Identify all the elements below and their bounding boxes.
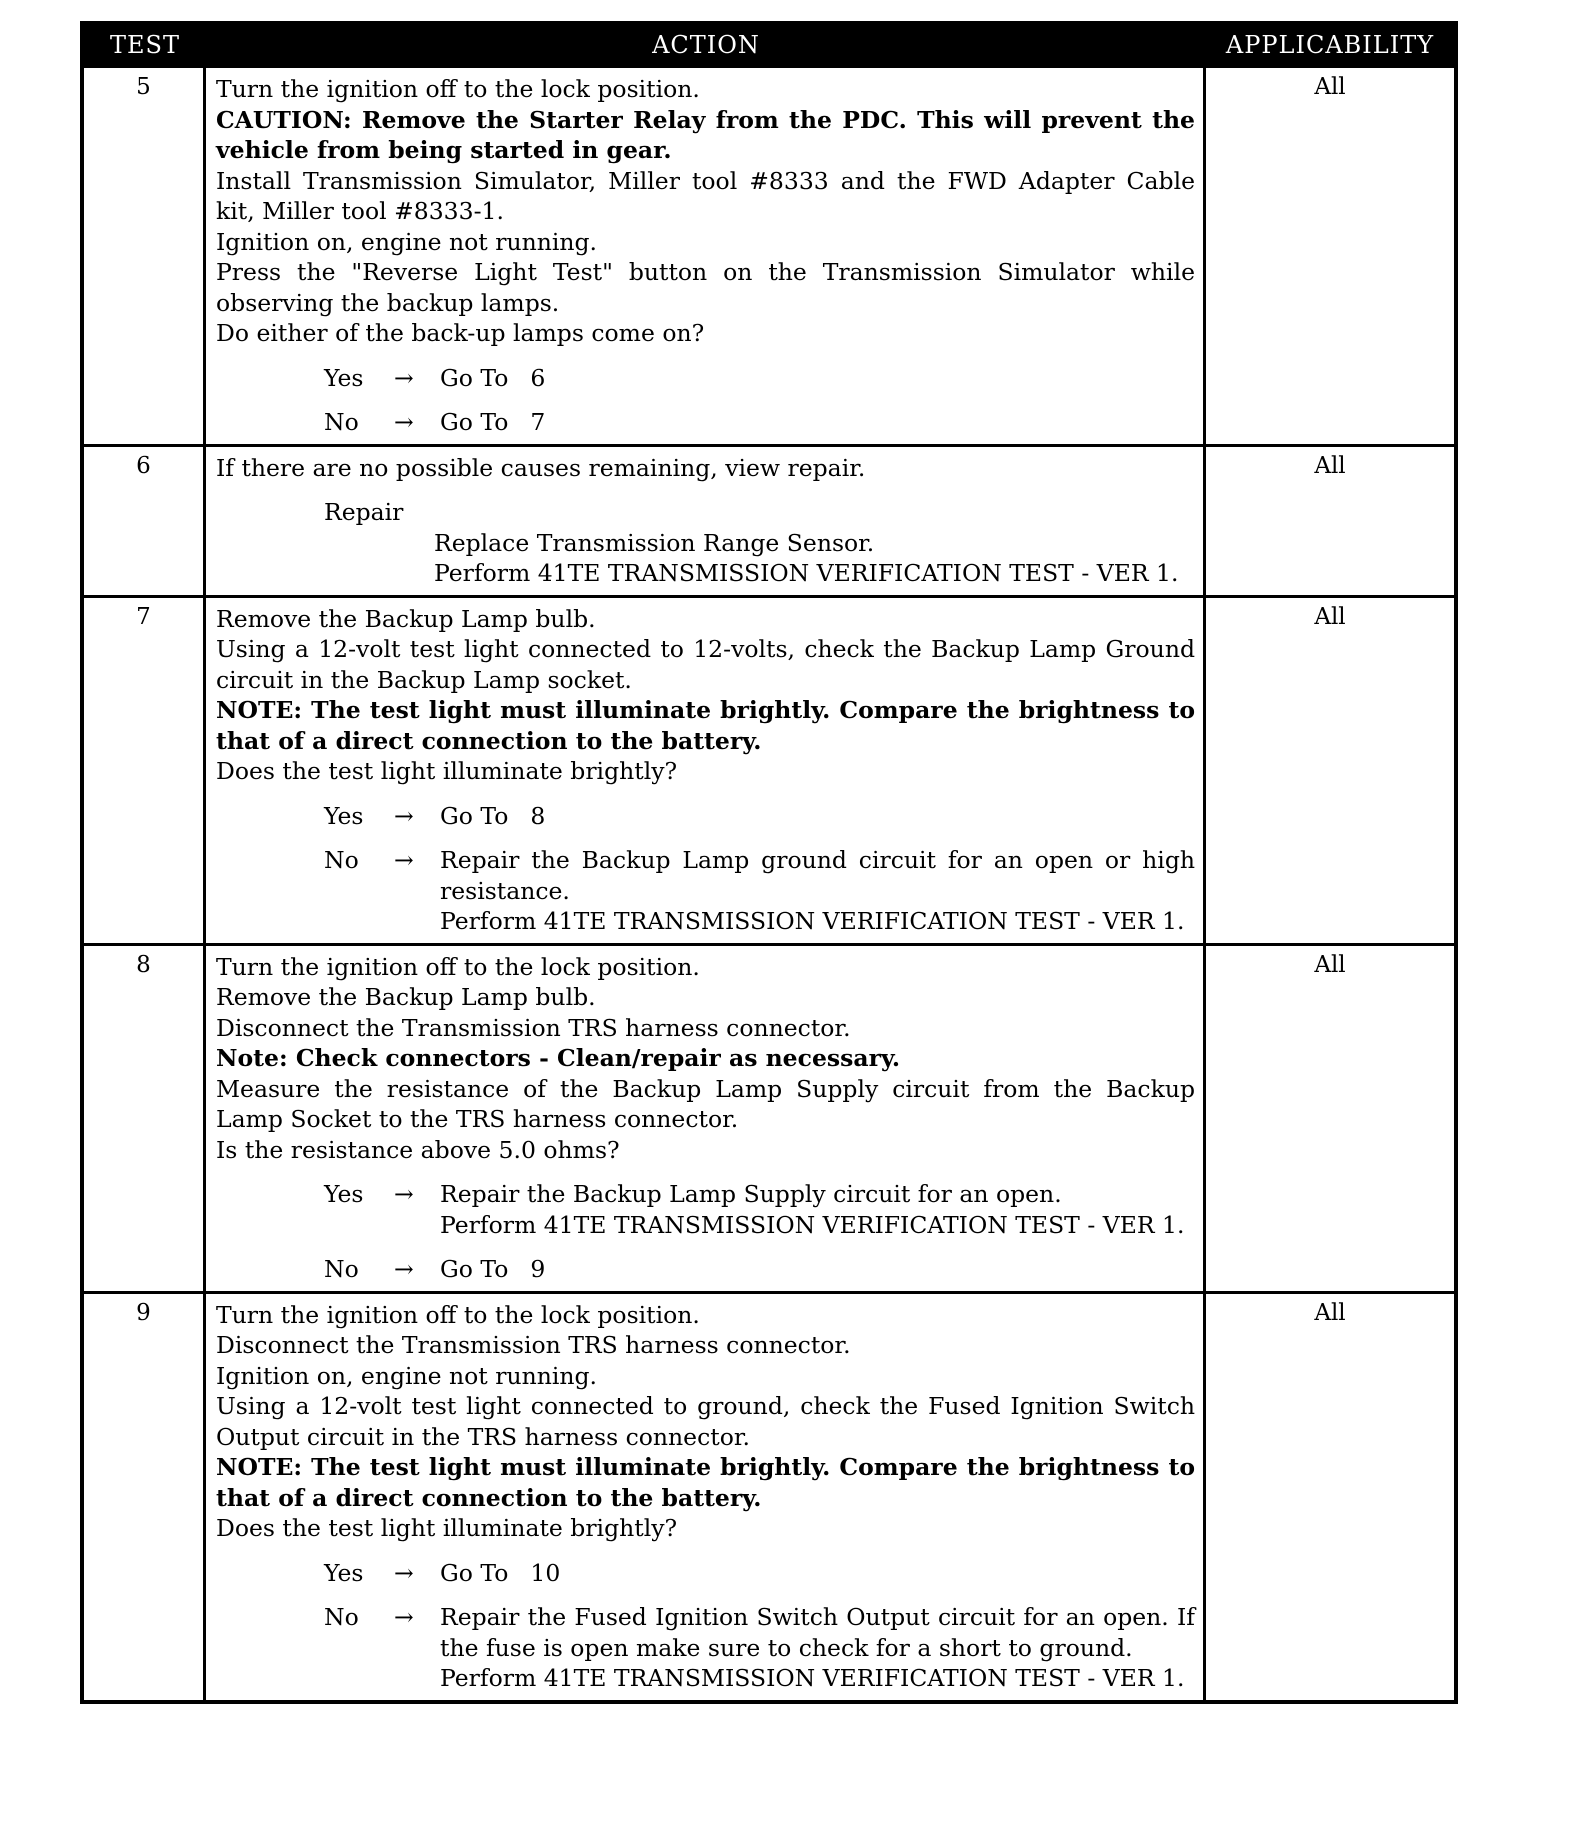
repair-step: Replace Transmission Range Sensor. (434, 528, 875, 557)
table-row (84, 1291, 1454, 1700)
table-header (84, 25, 1454, 65)
instruction-text: Remove the Backup Lamp bulb. (216, 604, 596, 633)
repair-block (216, 497, 1195, 589)
instruction-text: Ignition on, engine not running. (216, 227, 598, 256)
test-number: 7 (84, 598, 206, 943)
outcome-no (216, 1254, 1195, 1285)
instruction-text: Disconnect the Transmission TRS harness connector. (216, 1331, 851, 1359)
arrow-icon: → (394, 1255, 414, 1283)
instruction-text: If there are no possible causes remaining, view repair. (216, 453, 866, 482)
note-text: NOTE: The test light must illuminate brightly. Compare the brightness to that of a direct connection to the battery. (216, 1453, 1195, 1512)
instruction-text: Turn the ignition off to the lock position. (216, 1300, 700, 1329)
instruction-text: Using a 12-volt test light connected to 12-volts, check the Backup Lamp Ground circuit in the Backup Lamp socket. (216, 635, 1195, 694)
outcome-label: Yes (324, 1558, 364, 1587)
outcome-body (440, 801, 1195, 832)
header-applicability: APPLICABILITY (1225, 31, 1435, 59)
header-test: TEST (110, 31, 180, 59)
instruction-text: Turn the ignition off to the lock position. (216, 952, 700, 981)
applicability-value: All (1314, 452, 1346, 479)
test-number: 5 (84, 68, 206, 444)
instruction-text: Install Transmission Simulator, Miller tool #8333 and the FWD Adapter Cable kit, Miller tool #8333-1. (216, 166, 1195, 225)
test-number: 6 (84, 447, 206, 595)
repair-label: Repair (324, 498, 404, 526)
applicability-value: All (1314, 951, 1346, 978)
instruction-text: Measure the resistance of the Backup Lamp Supply circuit from the Backup Lamp Socket to the TRS harness connector. (216, 1074, 1195, 1133)
header-action: ACTION (652, 31, 760, 59)
outcome-label: No (324, 408, 359, 436)
instruction-text: Using a 12-volt test light connected to ground, check the Fused Ignition Switch Output circuit in the TRS harness connector. (216, 1392, 1195, 1451)
repair-step: Perform 41TE TRANSMISSION VERIFICATION TEST - VER 1. (434, 559, 1179, 587)
table-row (84, 595, 1454, 943)
instruction-text: Ignition on, engine not running. (216, 1361, 598, 1390)
instruction-text: Is the resistance above 5.0 ohms? (216, 1135, 620, 1164)
goto-text: Go To (440, 408, 509, 436)
outcome-body (440, 1602, 1195, 1694)
instruction-text: Does the test light illuminate brightly? (216, 1514, 678, 1542)
outcome-label: Yes (324, 1180, 364, 1208)
outcome-label: Yes (324, 363, 364, 392)
action-cell (206, 598, 1206, 943)
outcome-body (440, 845, 1195, 937)
outcome-label: Yes (324, 801, 364, 830)
applicability-value: All (1314, 603, 1346, 630)
instruction-text: Disconnect the Transmission TRS harness connector. (216, 1013, 851, 1042)
outcome-no (216, 1602, 1195, 1694)
test-number: 8 (84, 946, 206, 1291)
goto-number: 9 (530, 1255, 546, 1283)
outcome-body (440, 1179, 1195, 1240)
outcome-body (440, 363, 1195, 394)
instruction-text: Does the test light illuminate brightly? (216, 757, 678, 785)
action-cell (206, 946, 1206, 1291)
outcome-body (440, 1558, 1195, 1589)
instruction-text: Remove the Backup Lamp bulb. (216, 983, 596, 1011)
goto-number: 6 (530, 363, 546, 392)
outcome-body (440, 1254, 1195, 1285)
outcome-label: No (324, 846, 359, 874)
arrow-icon: → (394, 1558, 414, 1587)
outcome-step: Repair the Backup Lamp ground circuit for an open or high resistance. (440, 846, 1195, 905)
instruction-text: Do either of the back-up lamps come on? (216, 319, 705, 347)
action-cell (206, 447, 1206, 595)
outcome-step: Perform 41TE TRANSMISSION VERIFICATION TEST - VER 1. (440, 1210, 1185, 1239)
goto-text: Go To (440, 363, 509, 392)
test-number: 9 (84, 1294, 206, 1700)
outcome-label: No (324, 1255, 359, 1283)
table-row (84, 444, 1454, 595)
action-cell (206, 1294, 1206, 1700)
note-text: CAUTION: Remove the Starter Relay from the PDC. This will prevent the vehicle from being started in gear. (216, 105, 1195, 164)
outcome-yes (216, 363, 1195, 394)
arrow-icon: → (394, 408, 414, 436)
note-text: Note: Check connectors - Clean/repair as necessary. (216, 1044, 901, 1072)
outcome-step: Perform 41TE TRANSMISSION VERIFICATION TEST - VER 1. (440, 1664, 1185, 1692)
applicability-value: All (1314, 1299, 1346, 1326)
goto-number: 8 (530, 801, 546, 830)
instruction-text: Turn the ignition off to the lock position. (216, 75, 700, 103)
arrow-icon: → (394, 1180, 414, 1208)
outcome-step: Repair the Backup Lamp Supply circuit for an open. (440, 1180, 1062, 1208)
arrow-icon: → (394, 801, 414, 830)
goto-text: Go To (440, 1255, 509, 1283)
outcome-body (440, 407, 1195, 438)
outcome-label: No (324, 1603, 359, 1631)
instruction-text: Press the "Reverse Light Test" button on the Transmission Simulator while observing the backup lamps. (216, 258, 1195, 317)
outcome-yes (216, 801, 1195, 832)
table-row (84, 943, 1454, 1291)
note-text: NOTE: The test light must illuminate brightly. Compare the brightness to that of a direct connection to the battery. (216, 696, 1195, 755)
outcome-no (216, 845, 1195, 937)
goto-number: 7 (530, 408, 546, 436)
diagnostic-table (80, 21, 1458, 1704)
table-row (84, 65, 1454, 444)
goto-number: 10 (530, 1558, 561, 1587)
outcome-no (216, 407, 1195, 438)
action-cell (206, 68, 1206, 444)
arrow-icon: → (394, 1603, 414, 1631)
outcome-step: Perform 41TE TRANSMISSION VERIFICATION TEST - VER 1. (440, 907, 1185, 935)
arrow-icon: → (394, 363, 414, 392)
applicability-value: All (1314, 74, 1346, 100)
goto-text: Go To (440, 1558, 509, 1587)
outcome-yes (216, 1558, 1195, 1589)
outcome-step: Repair the Fused Ignition Switch Output circuit for an open. If the fuse is open make sure to check for a short to ground. (440, 1603, 1195, 1662)
outcome-yes (216, 1179, 1195, 1240)
arrow-icon: → (394, 846, 414, 874)
goto-text: Go To (440, 801, 509, 830)
table-body (84, 65, 1454, 1700)
